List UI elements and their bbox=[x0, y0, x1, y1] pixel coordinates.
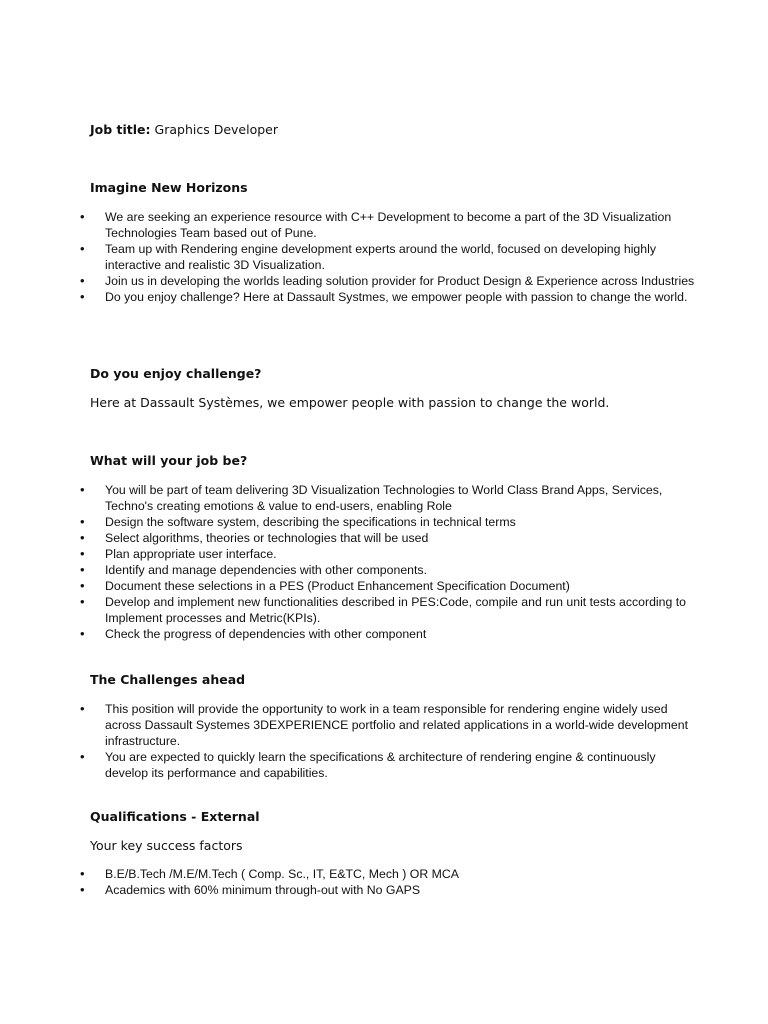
heading-imagine-new-horizons: Imagine New Horizons bbox=[90, 180, 248, 195]
list-item: • This position will provide the opportunity to work in a team responsible for rendering engine widely used across Dassault Systemes 3DEXPERIENCE portfolio and related applications in a world-wide development infrastructure. bbox=[0, 701, 700, 749]
job-title-label: Job title: bbox=[90, 122, 151, 137]
list-item: • Identify and manage dependencies with other components. bbox=[0, 562, 700, 578]
job-title-line bbox=[90, 121, 278, 139]
heading-what-will-your-job-be: What will your job be? bbox=[90, 453, 248, 468]
job-title-value: Graphics Developer bbox=[154, 122, 278, 137]
key-success-factors: Your key success factors bbox=[90, 838, 243, 853]
list-item: • Document these selections in a PES (Product Enhancement Specification Document) bbox=[0, 578, 700, 594]
list-item: • Academics with 60% minimum through-out with No GAPS bbox=[0, 882, 700, 898]
job-list bbox=[0, 482, 700, 642]
list-item: • Check the progress of dependencies with other component bbox=[0, 626, 700, 642]
imagine-list bbox=[0, 209, 700, 305]
challenge-text: Here at Dassault Systèmes, we empower people with passion to change the world. bbox=[90, 395, 610, 410]
list-item: • Develop and implement new functionalities described in PES:Code, compile and run unit tests according to Implement processes and Metric(KPIs). bbox=[0, 594, 700, 626]
list-item: • B.E/B.Tech /M.E/M.Tech ( Comp. Sc., IT, E&TC, Mech ) OR MCA bbox=[0, 866, 700, 882]
heading-enjoy-challenge: Do you enjoy challenge? bbox=[90, 366, 262, 381]
list-item: • You will be part of team delivering 3D Visualization Technologies to World Class Brand Apps, Services, Techno's creating emotions & value to end-users, enabling Role bbox=[0, 482, 700, 514]
list-item: • Join us in developing the worlds leading solution provider for Product Design & Experience across Industries bbox=[0, 273, 700, 289]
list-item: • Do you enjoy challenge? Here at Dassault Systmes, we empower people with passion to change the world. bbox=[0, 289, 700, 305]
heading-qualifications: Qualifications - External bbox=[90, 809, 260, 824]
qualifications-list bbox=[0, 866, 700, 898]
challenges-list bbox=[0, 701, 700, 781]
list-item: • You are expected to quickly learn the specifications & architecture of rendering engine & continuously develop its performance and capabilities. bbox=[0, 749, 700, 781]
list-item: • Plan appropriate user interface. bbox=[0, 546, 700, 562]
heading-challenges-ahead: The Challenges ahead bbox=[90, 672, 246, 687]
list-item: • We are seeking an experience resource with C++ Development to become a part of the 3D Visualization Technologies Team based out of Pune. bbox=[0, 209, 700, 241]
list-item: • Team up with Rendering engine development experts around the world, focused on developing highly interactive and realistic 3D Visualization. bbox=[0, 241, 700, 273]
list-item: • Design the software system, describing the specifications in technical terms bbox=[0, 514, 700, 530]
list-item: • Select algorithms, theories or technologies that will be used bbox=[0, 530, 700, 546]
